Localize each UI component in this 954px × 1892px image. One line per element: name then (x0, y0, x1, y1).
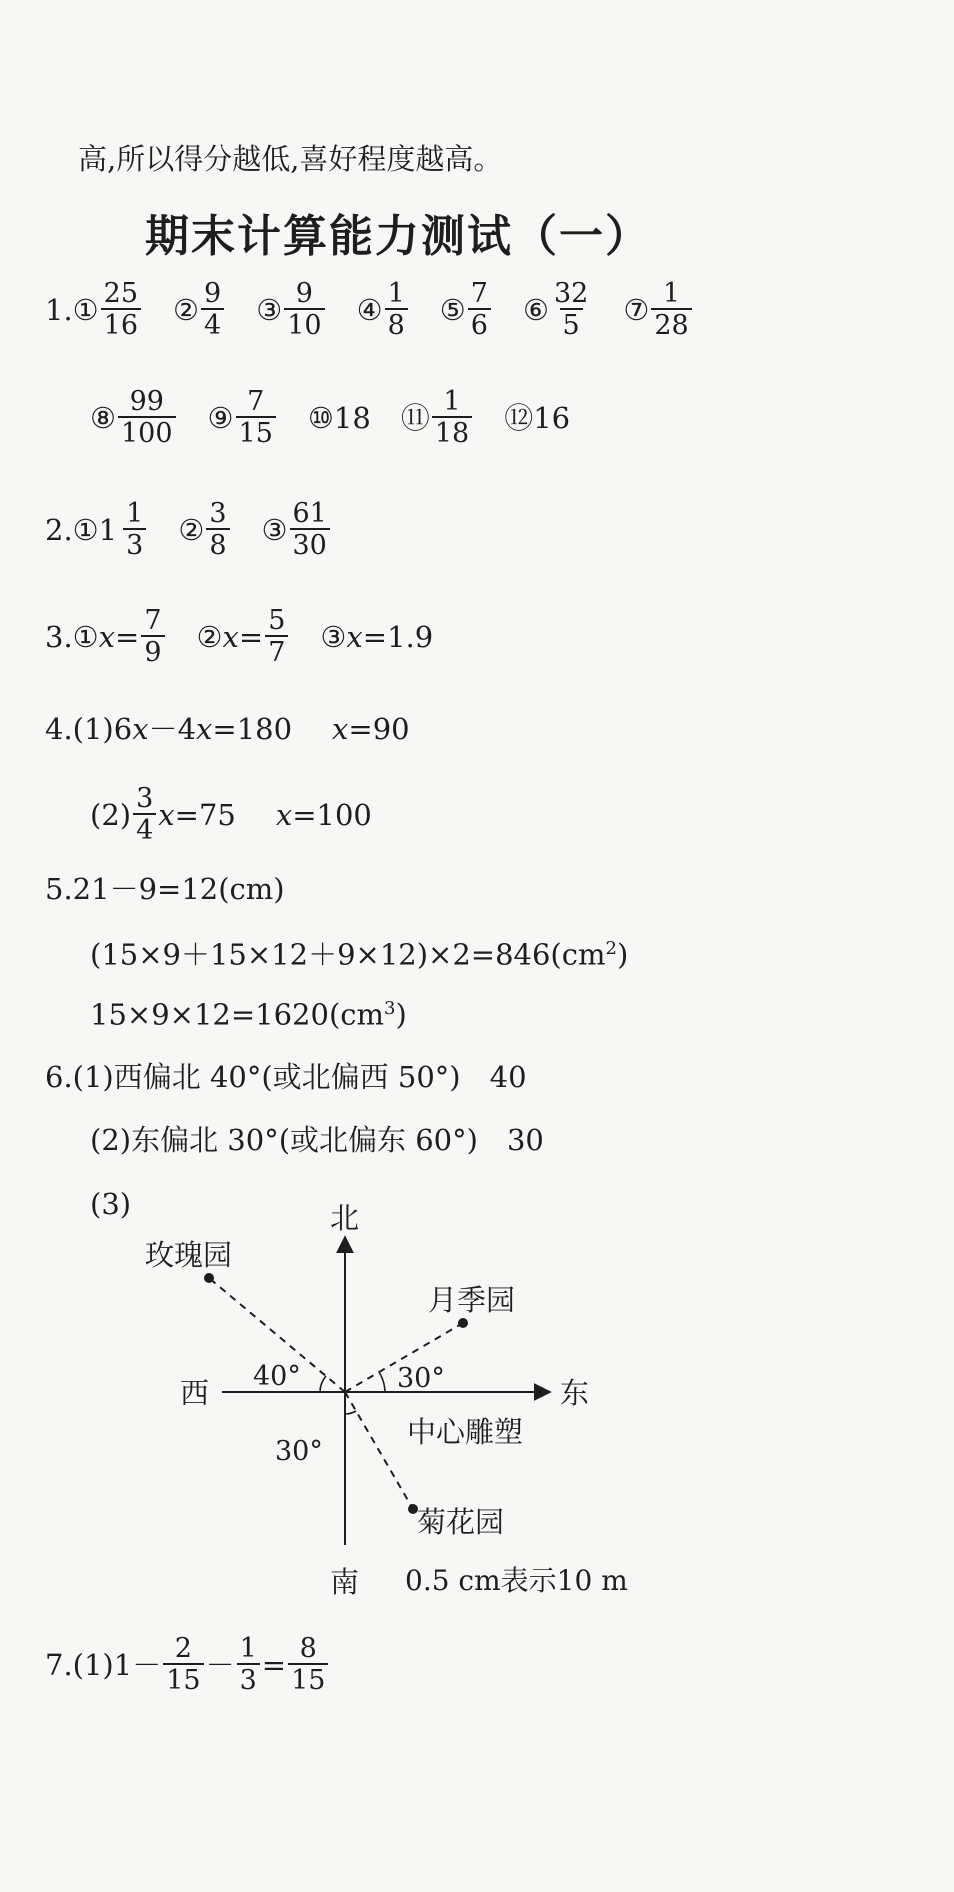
denominator: 15 (236, 416, 276, 448)
q5-expression: 15×9×12=1620(cm (90, 997, 385, 1032)
item-mark: ③ (261, 512, 288, 547)
numerator: 99 (129, 386, 164, 417)
q5-expression: 21－9=12(cm) (72, 872, 285, 906)
q6-answer: (2)东偏北 30°(或北偏东 60°) 30 (90, 1123, 544, 1157)
denominator: 8 (206, 528, 229, 560)
numerator: 1 (443, 386, 461, 417)
item-mark: ② (173, 292, 200, 327)
operator: － (132, 1647, 162, 1682)
item-mark: ⑤ (439, 292, 466, 327)
numerator: 1 (387, 278, 405, 309)
denominator: 9 (141, 635, 164, 667)
numerator: 61 (292, 498, 327, 529)
point-rose (204, 1273, 214, 1283)
ray-chrys (345, 1392, 413, 1509)
part-tag: (2) (90, 797, 132, 832)
numerator: 2 (174, 1633, 192, 1664)
numerator: 7 (144, 605, 162, 636)
item-mark: ⑫ (504, 400, 534, 435)
equals-sign: = (238, 619, 264, 654)
label-north: 北 (330, 1201, 360, 1235)
item-mark: ⑧ (90, 400, 116, 435)
numerator: 3 (209, 498, 227, 529)
q1-label: 1. (45, 292, 73, 327)
exponent: 3 (384, 998, 396, 1019)
item-mark: ③ (256, 292, 283, 327)
item-mark: ④ (356, 292, 383, 327)
label-east: 东 (560, 1376, 590, 1410)
variable: x (98, 619, 116, 654)
arc-moon (379, 1372, 385, 1392)
denominator: 7 (265, 635, 288, 667)
variable: x (346, 619, 363, 654)
rhs: =75 (174, 797, 236, 832)
close-paren: ) (395, 997, 407, 1032)
item-mark: ② (196, 619, 223, 654)
part-tag: (1)1 (72, 1647, 133, 1682)
item-mark: ⑨ (207, 400, 234, 435)
q7-row (45, 1635, 330, 1696)
numerator: 7 (247, 386, 265, 417)
item-mark: ① (72, 512, 99, 547)
item-mark: ⑥ (522, 292, 549, 327)
intro-line: 高,所以得分越低,喜好程度越高。 (78, 142, 503, 176)
denominator: 4 (133, 813, 156, 845)
denominator: 5 (560, 308, 583, 340)
coefficient: 6 (113, 712, 133, 746)
denominator: 100 (118, 416, 176, 448)
exponent: 2 (605, 938, 617, 959)
denominator: 30 (290, 528, 330, 560)
numerator: 3 (136, 783, 154, 814)
q6-part3-tag: (3) (90, 1187, 132, 1221)
page-title: 期末计算能力测试（一） (145, 211, 651, 262)
denominator: 10 (284, 308, 324, 340)
variable: x (275, 797, 293, 832)
item-mark: ① (72, 619, 99, 654)
denominator: 18 (432, 416, 472, 448)
rhs: =180 (212, 712, 293, 746)
fraction (163, 1635, 203, 1696)
numerator: 9 (204, 278, 222, 309)
q7-label: 7. (45, 1647, 73, 1682)
item-mark: ⑦ (623, 292, 650, 327)
numerator: 7 (470, 278, 488, 309)
equals-sign: = (261, 1647, 287, 1682)
item-mark: ① (72, 292, 99, 327)
denominator: 16 (101, 308, 141, 340)
q5-expression: (15×9＋15×12＋9×12)×2=846(cm (90, 937, 606, 972)
label-moon-garden: 月季园 (428, 1283, 516, 1317)
numerator: 9 (295, 278, 313, 309)
q2-label: 2. (45, 512, 73, 547)
variable: x (222, 619, 239, 654)
arc-rose (320, 1376, 326, 1392)
part-tag: (1) (72, 712, 114, 746)
numerator: 1 (239, 1633, 257, 1664)
numerator: 1 (126, 498, 144, 529)
answer-value: 1.9 (387, 619, 434, 654)
q4-label: 4. (45, 712, 73, 746)
item-mark: ③ (320, 619, 347, 654)
item-mark: ② (178, 512, 205, 547)
denominator: 6 (468, 308, 491, 340)
denominator: 15 (288, 1663, 328, 1695)
answer-value: =100 (292, 797, 372, 832)
operator: －4 (148, 712, 197, 746)
scale-note: 0.5 cm表示10 m (405, 1564, 628, 1597)
item-mark: ⑩ (307, 400, 334, 435)
denominator: 4 (201, 308, 224, 340)
whole-part: 1 (98, 512, 118, 547)
close-paren: ) (616, 937, 629, 972)
numerator: 5 (268, 605, 286, 636)
arc-chrys (345, 1411, 356, 1414)
answer-value: 16 (533, 400, 571, 435)
fraction (288, 1635, 328, 1696)
q5-label: 5. (45, 872, 73, 906)
numerator: 1 (662, 278, 681, 309)
equals-sign: = (362, 619, 388, 654)
q6-label: 6. (45, 1060, 73, 1094)
variable: x (158, 797, 175, 832)
q3-label: 3. (45, 619, 73, 654)
fraction (237, 1635, 260, 1696)
numerator: 25 (103, 278, 139, 309)
operator: － (205, 1647, 235, 1682)
numerator: 32 (553, 278, 589, 309)
denominator: 15 (163, 1663, 203, 1695)
angle-label-moon: 30° (397, 1363, 445, 1394)
item-mark: ⑪ (400, 400, 430, 435)
label-center-sculpture: 中心雕塑 (407, 1415, 524, 1449)
label-rose-garden: 玫瑰园 (145, 1238, 233, 1272)
label-south: 南 (330, 1565, 360, 1599)
angle-label-rose: 40° (253, 1361, 301, 1392)
denominator: 28 (651, 308, 691, 340)
denominator: 3 (237, 1663, 260, 1695)
answer-value: 18 (333, 400, 371, 435)
answer-value: =90 (348, 712, 410, 746)
point-moon (458, 1318, 468, 1328)
numerator: 8 (299, 1633, 317, 1664)
denominator: 8 (385, 308, 408, 340)
angle-label-chrys: 30° (275, 1436, 323, 1467)
label-west: 西 (180, 1376, 210, 1410)
variable: x (132, 712, 149, 746)
label-chrys-garden: 菊花园 (417, 1505, 505, 1539)
equals-sign: = (115, 619, 140, 654)
variable: x (196, 712, 213, 746)
variable: x (332, 712, 349, 746)
q6-answer: (1)西偏北 40°(或北偏西 50°) 40 (72, 1060, 527, 1094)
denominator: 3 (123, 528, 146, 560)
